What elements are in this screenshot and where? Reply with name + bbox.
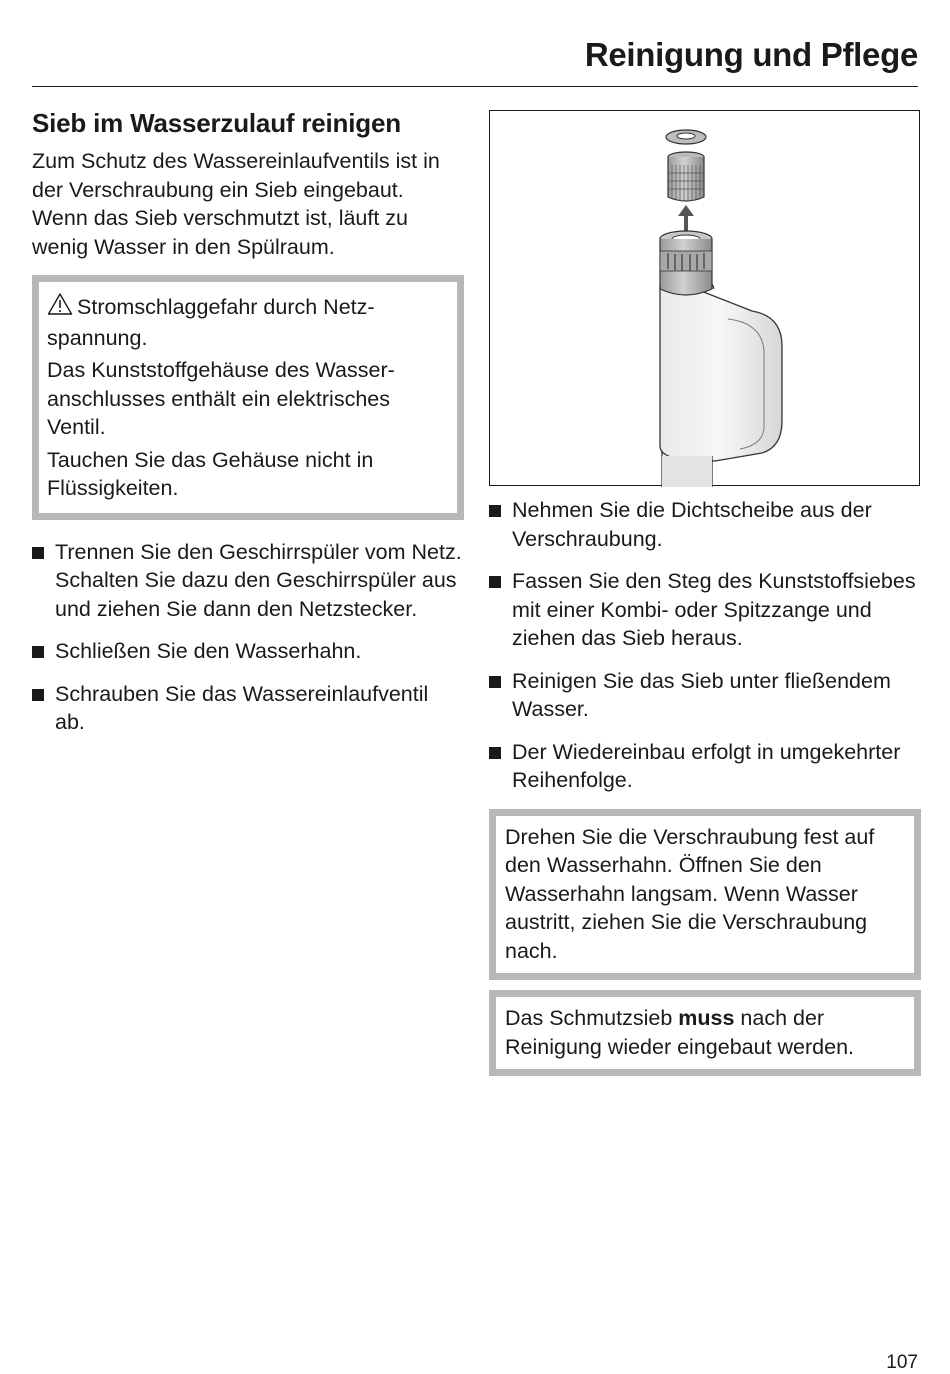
note-text-filter <box>505 1004 905 1061</box>
bullet-square-icon <box>32 646 44 658</box>
note-box-filter <box>489 990 921 1076</box>
warning-triangle-icon <box>47 292 73 324</box>
note-text-part: nach der Reinigung wieder eingebaut werden. <box>505 1006 855 1059</box>
section-heading: Sieb im Wasserzulauf reinigen <box>32 108 401 138</box>
list-item <box>32 680 464 737</box>
right-column <box>489 110 921 1086</box>
step-text: Schließen Sie den Wasserhahn. <box>55 639 362 663</box>
bullet-square-icon <box>489 676 501 688</box>
step-text: Reinigen Sie das Sieb unter fließendem Wasser. <box>512 668 891 721</box>
note-text-emphasis: muss <box>678 1006 735 1030</box>
bullet-square-icon <box>32 547 44 559</box>
left-column <box>32 108 464 751</box>
note-box-reinstall <box>489 809 921 981</box>
list-item <box>489 738 921 795</box>
page-header <box>32 36 918 87</box>
bullet-square-icon <box>489 576 501 588</box>
warning-title: Stromschlaggefahr durch Netzspannung. <box>47 295 375 350</box>
intro-paragraph: Zum Schutz des Wassereinlaufventils ist in der Verschraubung ein Sieb eingebaut. Wenn das Sieb verschmutzt ist, läuft zu wenig Wasser in den Spülraum. <box>32 149 440 259</box>
page-title: Reinigung und Pflege <box>584 36 918 73</box>
list-item <box>32 538 464 624</box>
steps-list-right <box>489 496 921 795</box>
list-item <box>489 496 921 553</box>
warning-paragraph-1: Das Kunststoffgehäuse des Wasseranschlusses enthält ein elektrisches Ventil. <box>47 358 395 439</box>
step-text: Trennen Sie den Geschirrspüler vom Netz. <box>55 539 462 564</box>
warning-paragraph-2: Tauchen Sie das Gehäuse nicht in Flüssigkeiten. <box>47 447 374 500</box>
page-number: 107 <box>886 1352 918 1373</box>
step-text: Der Wiedereinbau erfolgt in umgekehrter Reihenfolge. <box>512 739 901 792</box>
list-item <box>489 667 921 724</box>
list-item <box>32 637 464 666</box>
list-item <box>489 567 921 653</box>
step-text: Nehmen Sie die Dichtscheibe aus der Verschraubung. <box>512 498 872 551</box>
water-inlet-figure <box>489 110 920 486</box>
warning-box <box>32 275 464 520</box>
bullet-square-icon <box>489 505 501 517</box>
water-inlet-valve-icon <box>490 111 921 487</box>
steps-list-left <box>32 538 464 737</box>
step-text: Fassen Sie den Steg des Kunststoffsiebes mit einer Kombi- oder Spitzzange und ziehen das Sieb heraus. <box>512 569 916 650</box>
step-text: Schrauben Sie das Wassereinlaufventil ab. <box>55 681 429 734</box>
bullet-square-icon <box>32 689 44 701</box>
bullet-square-icon <box>489 747 501 759</box>
note-text: Drehen Sie die Verschraubung fest auf den Wasserhahn. Öffnen Sie den Wasserhahn langsam. Wenn Wasser austritt, ziehen Sie die Verschraubung nach. <box>505 824 875 963</box>
note-text-part: Das Schmutzsieb <box>505 1006 679 1030</box>
step-text-continued: Schalten Sie dazu den Geschirrspüler aus und ziehen Sie dann den Netzstecker. <box>55 568 457 621</box>
warning-title-line <box>47 292 449 352</box>
